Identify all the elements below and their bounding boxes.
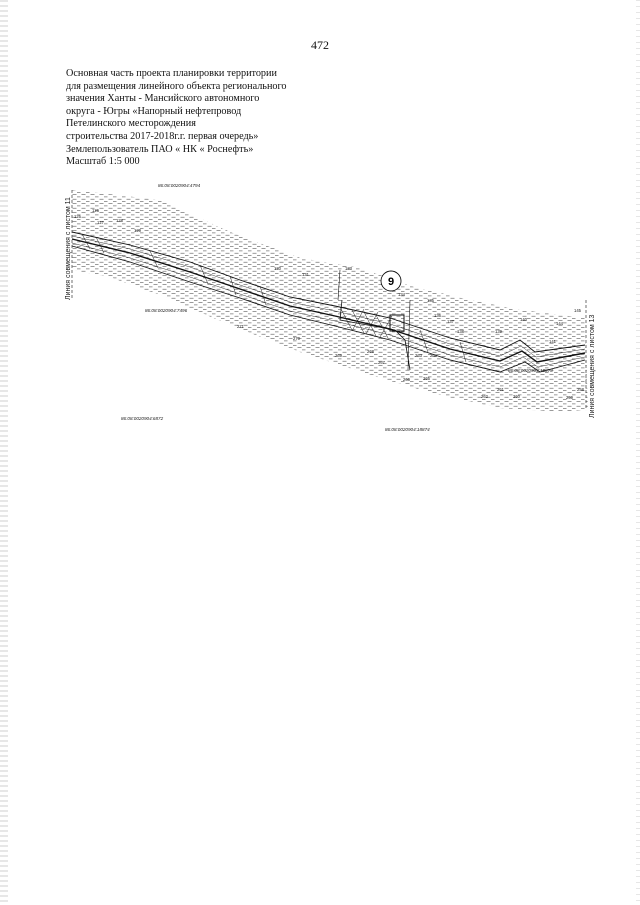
point-label: 133 <box>345 266 352 271</box>
wetland-area <box>72 190 588 412</box>
point-label: 134 <box>398 292 405 297</box>
cadastral-number: 86:08:0020904:18873 <box>508 368 553 373</box>
point-label: 139 <box>495 329 502 334</box>
point-label: 268 <box>367 349 374 354</box>
scale-label: Масштаб 1:5 000 <box>66 156 140 168</box>
point-label: 131 <box>302 272 309 277</box>
title-line: Землепользователь ПАО « НК « Роснефть» <box>66 143 254 155</box>
match-line-left-label: Линия совмещения с листом 11 <box>65 197 72 300</box>
point-label: 128 <box>116 218 123 223</box>
point-label: 145 <box>574 308 581 313</box>
point-label: 130 <box>274 266 281 271</box>
match-line-right-label: Линия совмещения с листом 13 <box>589 314 596 418</box>
title-line: округа - Югры «Напорный нефтепровод <box>66 105 242 117</box>
title-line: Основная часть проекта планировки территории <box>66 68 277 79</box>
point-label: 267 <box>378 360 385 365</box>
point-label: 270 <box>293 336 300 341</box>
point-label: 136 <box>434 313 441 318</box>
point-label: 137 <box>447 319 454 324</box>
point-label: 269 <box>335 353 342 358</box>
cadastral-number: 86:08:0020904:18874 <box>385 427 430 432</box>
point-label: 140 <box>520 317 527 322</box>
point-label: 261 <box>497 387 504 392</box>
sheet-number: 9 <box>387 276 395 288</box>
point-label: 141 <box>549 339 556 344</box>
title-line: для размещения линейного объекта регионального <box>66 80 287 92</box>
point-label: 138 <box>457 329 464 334</box>
point-label: 135 <box>427 298 434 303</box>
title-line: Петелинского месторождения <box>66 118 196 130</box>
point-label: 129 <box>134 228 141 233</box>
point-label: 265 <box>423 376 430 381</box>
point-label: 259 <box>566 395 573 400</box>
point-label: 263 <box>415 353 422 358</box>
point-label: 266 <box>403 377 410 382</box>
point-label: 127 <box>97 220 104 225</box>
point-label: 264 <box>430 353 437 358</box>
point-label: 260 <box>513 394 520 399</box>
point-label: 271 <box>237 324 244 329</box>
page-number: 472 <box>311 38 329 52</box>
cadastral-number: 86:08:0020904:4794 <box>158 183 201 188</box>
cadastral-number: 86:08:0020904:6872 <box>121 416 164 421</box>
point-label: 262 <box>481 394 488 399</box>
point-label: 126 <box>92 208 99 213</box>
point-label: 144 <box>556 321 563 326</box>
point-label: 258 <box>577 387 584 392</box>
title-line: значения Ханты - Мансийского автономного <box>66 93 260 105</box>
title-line: строительства 2017-2018г.г. первая очередь» <box>66 130 259 142</box>
cadastral-number: 86:08:0020904:7496 <box>145 308 188 313</box>
point-label: 125 <box>74 214 81 219</box>
